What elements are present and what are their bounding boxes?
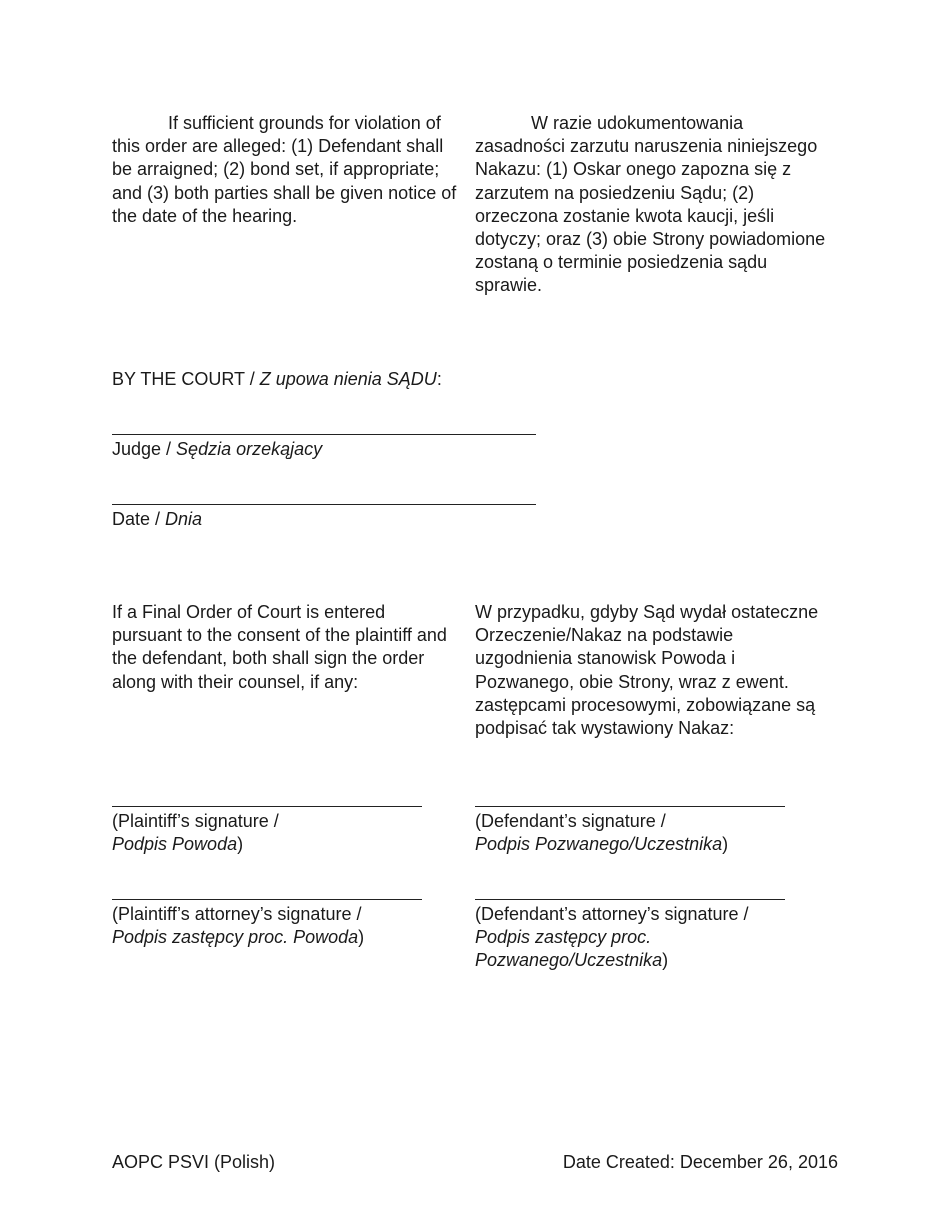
judge-label [112,438,322,461]
defendant-attorney-signature-label-polish-1: Podpis zastępcy proc. [475,927,652,948]
plaintiff-signature-label: (Plaintiff’s signature / [112,811,279,831]
footer-form-id: AOPC PSVI (Polish) [112,1152,276,1172]
plaintiff-signature-line[interactable] [112,806,422,807]
plaintiff-attorney-signature-label-polish: Podpis zastępcy proc. Powoda [112,927,359,948]
judge-signature-line[interactable] [112,434,536,435]
close-paren: ) [358,927,365,948]
defendant-attorney-signature-label-polish-2: Pozwanego/Uczestnika [475,950,663,971]
defendant-attorney-signature-label: (Defendant’s attorney’s signature / [475,904,749,924]
plaintiff-attorney-signature-line[interactable] [112,899,422,900]
defendant-signature-label: (Defendant’s signature / [475,811,666,831]
defendant-signature-caption [475,810,728,856]
defendant-attorney-signature-caption [475,903,749,973]
by-the-court-label: BY THE COURT / [112,369,260,389]
violation-paragraph-polish: W razie udokumentowania zasadności zarzutu naruszenia niniejszego Nakazu: (1) Oskar onego zapozna się z zarzutem na posiedzeniu Sądu; (2) orzeczona zostanie kwota kaucji, jeśli dotyczy; oraz (3) obie Strony powiadomione zostaną o terminie posiedzenia sądu sprawie. [475,113,826,296]
defendant-signature-label-polish: Podpis Pozwanego/Uczestnika [475,834,723,855]
plaintiff-attorney-signature-caption [112,903,364,949]
close-paren: ) [237,834,244,855]
defendant-signature-line[interactable] [475,806,785,807]
violation-paragraph-english: If sufficient grounds for violation of this order are alleged: (1) Defendant shall be arraigned; (2) bond set, if appropriate; and (3) both parties shall be given notice of the date of the hearing. [112,113,457,226]
final-order-paragraph-english: If a Final Order of Court is entered pursuant to the consent of the plaintiff and the defendant, both shall sign the order along with their counsel, if any: [112,602,447,692]
plaintiff-signature-caption [112,810,279,856]
date-label [112,508,202,531]
date-signature-line[interactable] [112,504,536,505]
final-order-paragraph-polish: W przypadku, gdyby Sąd wydał ostateczne Orzeczenie/Nakaz na podstawie uzgodnienia stanowisk Powoda i Pozwanego, obie Strony, wraz z ewent. zastępcami procesowymi, zobowiązane są podpisać tak wystawiony Nakaz: [475,602,819,739]
plaintiff-signature-label-polish: Podpis Powoda [112,834,238,855]
defendant-attorney-signature-line[interactable] [475,899,785,900]
close-paren: ) [662,950,669,971]
close-paren: ) [722,834,729,855]
by-the-court-colon: : [436,369,442,389]
date-label-english: Date / [112,509,166,529]
judge-label-english: Judge / [112,439,177,459]
date-label-polish: Dnia [165,509,203,529]
judge-label-polish: Sędzia orzekąjacy [176,439,323,459]
by-the-court-label-polish: Z upowa nienia SĄDU [259,369,437,389]
by-the-court-heading [112,368,442,391]
plaintiff-attorney-signature-label: (Plaintiff’s attorney’s signature / [112,904,362,924]
footer-date-created: Date Created: December 26, 2016 [562,1152,838,1172]
